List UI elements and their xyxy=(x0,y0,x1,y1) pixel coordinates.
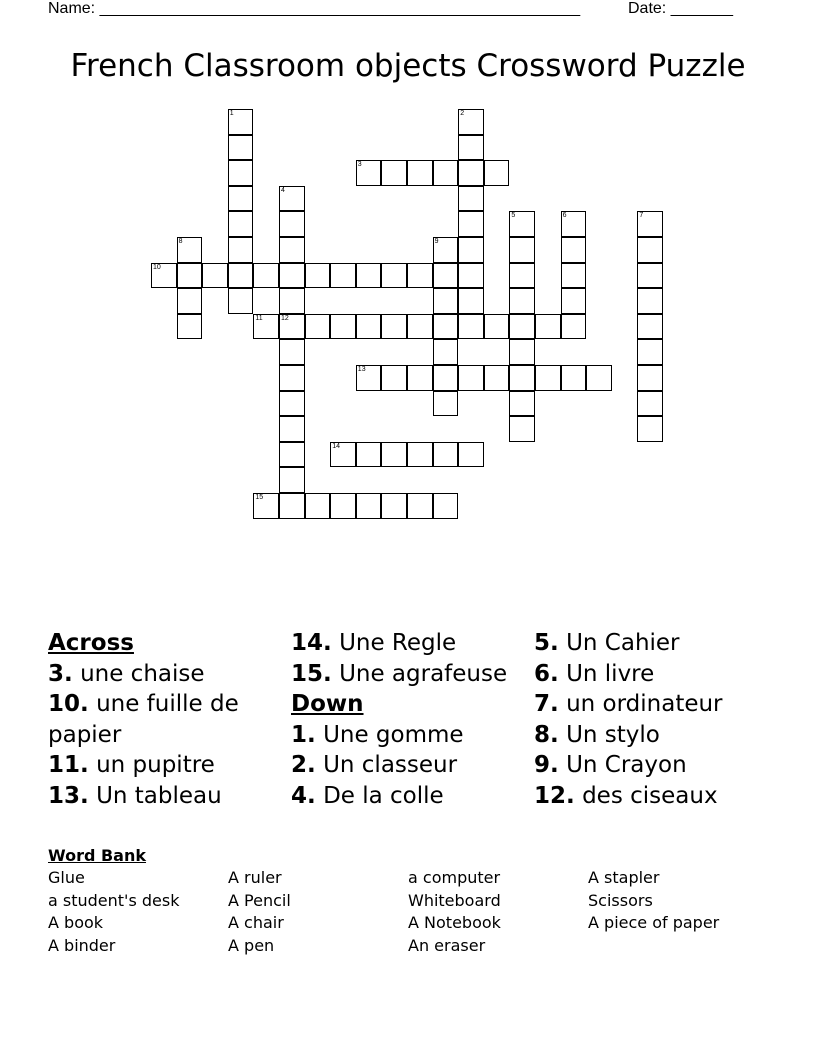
crossword-cell[interactable] xyxy=(279,186,305,212)
crossword-cell[interactable] xyxy=(279,339,305,365)
crossword-cell[interactable] xyxy=(458,365,484,391)
crossword-cell[interactable] xyxy=(356,160,382,186)
clue-number: 11 xyxy=(255,314,263,322)
crossword-cell[interactable] xyxy=(279,442,305,468)
crossword-cell[interactable] xyxy=(228,135,254,161)
crossword-cell[interactable] xyxy=(279,263,305,289)
crossword-cell[interactable] xyxy=(561,288,587,314)
crossword-cell[interactable] xyxy=(509,288,535,314)
name-field-label: Name: ______________________________________________________ xyxy=(48,0,581,17)
clue-number: 6 xyxy=(562,212,567,220)
clue-down-12: 12. des ciseaux xyxy=(534,782,718,809)
crossword-cell[interactable] xyxy=(279,365,305,391)
crossword-cell[interactable] xyxy=(509,314,535,340)
crossword-cell[interactable] xyxy=(458,186,484,212)
crossword-cell[interactable] xyxy=(407,493,433,519)
crossword-cell[interactable] xyxy=(253,263,279,289)
clue-across-11: 11. un pupitre xyxy=(48,752,215,778)
crossword-cell[interactable] xyxy=(458,109,484,135)
crossword-cell[interactable] xyxy=(177,263,203,289)
across-heading: Across xyxy=(48,630,134,656)
crossword-cell[interactable] xyxy=(381,263,407,289)
crossword-cell[interactable] xyxy=(433,442,459,468)
page-title: French Classroom objects Crossword Puzzle xyxy=(70,48,746,84)
clue-down-8: 8. Un stylo xyxy=(534,721,660,748)
crossword-cell[interactable] xyxy=(433,314,459,340)
clue-down-6: 6. Un livre xyxy=(534,660,655,687)
word-bank-item: A stapler xyxy=(588,868,660,887)
crossword-cell[interactable] xyxy=(279,467,305,493)
crossword-cell[interactable] xyxy=(381,365,407,391)
crossword-cell[interactable] xyxy=(279,416,305,442)
crossword-cell[interactable] xyxy=(279,211,305,237)
clue-down-2: 2. Un classeur xyxy=(291,752,458,778)
crossword-cell[interactable] xyxy=(637,211,663,237)
word-bank-item: Glue xyxy=(48,868,85,887)
crossword-cell[interactable] xyxy=(279,391,305,417)
crossword-cell[interactable] xyxy=(330,263,356,289)
crossword-cell[interactable] xyxy=(509,391,535,417)
clues-column-1 xyxy=(48,628,273,811)
clue-number: 9 xyxy=(434,238,439,245)
word-bank-item: An eraser xyxy=(408,935,486,955)
crossword-cell[interactable] xyxy=(228,288,254,314)
clue-across-15: 15. Une agrafeuse xyxy=(291,660,508,687)
word-bank-item: Whiteboard xyxy=(408,890,501,910)
clue-down-4: 4. De la colle xyxy=(291,782,444,809)
crossword-cell[interactable] xyxy=(509,339,535,365)
crossword-cell[interactable] xyxy=(637,263,663,289)
crossword-cell[interactable] xyxy=(433,237,459,263)
crossword-cell[interactable] xyxy=(177,237,203,263)
crossword-cell[interactable] xyxy=(484,314,510,340)
clue-across-14: 14. Une Regle xyxy=(291,630,457,656)
crossword-cell[interactable] xyxy=(279,237,305,263)
word-bank-item: A book xyxy=(48,913,104,933)
crossword-cell[interactable] xyxy=(228,109,254,135)
crossword-cell[interactable] xyxy=(228,211,254,237)
clue-down-7: 7. un ordinateur xyxy=(534,691,723,717)
clue-number: 14 xyxy=(332,442,340,450)
clue-number: 12 xyxy=(281,314,289,322)
clue-down-5: 5. Un Cahier xyxy=(534,630,680,656)
crossword-cell[interactable] xyxy=(433,160,459,186)
crossword-cell[interactable] xyxy=(228,237,254,263)
clue-number: 3 xyxy=(357,161,362,169)
crossword-cell[interactable] xyxy=(509,365,535,391)
date-field-label: Date: _______ xyxy=(628,0,733,17)
crossword-cell[interactable] xyxy=(433,391,459,417)
crossword-cell[interactable] xyxy=(407,365,433,391)
clues-column-2 xyxy=(291,628,531,811)
crossword-cell[interactable] xyxy=(458,288,484,314)
crossword-cell[interactable] xyxy=(330,314,356,340)
down-heading: Down xyxy=(291,691,364,717)
crossword-cell[interactable] xyxy=(509,263,535,289)
crossword-cell[interactable] xyxy=(407,160,433,186)
word-bank-item: a student's desk xyxy=(48,890,180,910)
crossword-cell[interactable] xyxy=(407,314,433,340)
crossword-cell[interactable] xyxy=(535,365,561,391)
clue-down-9: 9. Un Crayon xyxy=(534,752,687,778)
crossword-cell[interactable] xyxy=(561,365,587,391)
crossword-cell[interactable] xyxy=(458,237,484,263)
clues-column-3 xyxy=(534,628,784,811)
crossword-cell[interactable] xyxy=(458,314,484,340)
crossword-cell[interactable] xyxy=(356,263,382,289)
crossword-cell[interactable] xyxy=(484,365,510,391)
crossword-cell[interactable] xyxy=(561,211,587,237)
crossword-cell[interactable] xyxy=(407,263,433,289)
crossword-cell[interactable] xyxy=(484,160,510,186)
clue-number: 2 xyxy=(460,110,465,117)
crossword-cell[interactable] xyxy=(228,160,254,186)
word-bank-item: A binder xyxy=(48,935,116,955)
word-bank-item: a computer xyxy=(408,868,501,887)
word-bank-item: A Notebook xyxy=(408,913,501,933)
crossword-cell[interactable] xyxy=(177,288,203,314)
clue-across-13: 13. Un tableau xyxy=(48,782,222,809)
crossword-cell[interactable] xyxy=(561,263,587,289)
word-bank-title: Word Bank xyxy=(48,846,147,865)
crossword-cell[interactable] xyxy=(637,314,663,340)
word-bank-item: A piece of paper xyxy=(588,913,720,933)
crossword-cell[interactable] xyxy=(381,442,407,468)
crossword-cell[interactable] xyxy=(253,493,279,519)
crossword-cell[interactable] xyxy=(381,493,407,519)
crossword-cell[interactable] xyxy=(458,135,484,161)
crossword-cell[interactable] xyxy=(356,442,382,468)
word-bank-item: A chair xyxy=(228,913,284,933)
crossword-cell[interactable] xyxy=(330,493,356,519)
crossword-cell[interactable] xyxy=(202,263,228,289)
crossword-cell[interactable] xyxy=(433,288,459,314)
crossword-cell[interactable] xyxy=(586,365,612,391)
crossword-cell[interactable] xyxy=(330,442,356,468)
crossword-cell[interactable] xyxy=(305,493,331,519)
crossword-cell[interactable] xyxy=(228,186,254,212)
clue-down-1: 1. Une gomme xyxy=(291,721,464,748)
clue-number: 8 xyxy=(178,238,183,245)
word-bank-item: A Pencil xyxy=(228,890,291,910)
clue-number: 13 xyxy=(357,366,366,373)
crossword-cell[interactable] xyxy=(279,493,305,519)
crossword-cell[interactable] xyxy=(561,237,587,263)
crossword-cell[interactable] xyxy=(637,288,663,314)
crossword-cell[interactable] xyxy=(509,416,535,442)
crossword-cell[interactable] xyxy=(637,365,663,391)
crossword-cell[interactable] xyxy=(253,314,279,340)
clue-across-3: 3. une chaise xyxy=(48,660,205,687)
crossword-cell[interactable] xyxy=(305,263,331,289)
crossword-cell[interactable] xyxy=(637,391,663,417)
crossword-cell[interactable] xyxy=(407,442,433,468)
crossword-cell[interactable] xyxy=(458,263,484,289)
crossword-cell[interactable] xyxy=(535,314,561,340)
crossword-cell[interactable] xyxy=(177,314,203,340)
crossword-cell[interactable] xyxy=(433,263,459,289)
crossword-cell[interactable] xyxy=(305,314,331,340)
crossword-cell[interactable] xyxy=(151,263,177,289)
crossword-cell[interactable] xyxy=(561,314,587,340)
crossword-cell[interactable] xyxy=(458,211,484,237)
clue-number: 7 xyxy=(639,212,644,220)
clue-across-10: 10. une fuille de papier xyxy=(48,691,239,748)
crossword-cell[interactable] xyxy=(637,339,663,365)
crossword-cell[interactable] xyxy=(279,288,305,314)
crossword-cell[interactable] xyxy=(381,314,407,340)
clue-number: 5 xyxy=(511,212,516,220)
clue-number: 4 xyxy=(281,186,285,194)
crossword-cell[interactable] xyxy=(458,160,484,186)
crossword-cell[interactable] xyxy=(433,493,459,519)
crossword-cell[interactable] xyxy=(509,237,535,263)
word-bank-item: A pen xyxy=(228,935,275,955)
crossword-cell[interactable] xyxy=(228,263,254,289)
crossword-cell[interactable] xyxy=(356,493,382,519)
crossword-cell[interactable] xyxy=(279,314,305,340)
clue-number: 15 xyxy=(255,494,264,501)
crossword-cell[interactable] xyxy=(458,442,484,468)
crossword-cell[interactable] xyxy=(381,160,407,186)
word-bank-item: A ruler xyxy=(228,868,282,887)
crossword-cell[interactable] xyxy=(637,416,663,442)
crossword-cell[interactable] xyxy=(433,365,459,391)
crossword-cell[interactable] xyxy=(637,237,663,263)
crossword-cell[interactable] xyxy=(356,365,382,391)
clue-number: 1 xyxy=(229,110,234,117)
crossword-cell[interactable] xyxy=(509,211,535,237)
crossword-cell[interactable] xyxy=(356,314,382,340)
clue-number: 10 xyxy=(153,263,161,271)
crossword-cell[interactable] xyxy=(433,339,459,365)
word-bank-item: Scissors xyxy=(588,890,653,910)
